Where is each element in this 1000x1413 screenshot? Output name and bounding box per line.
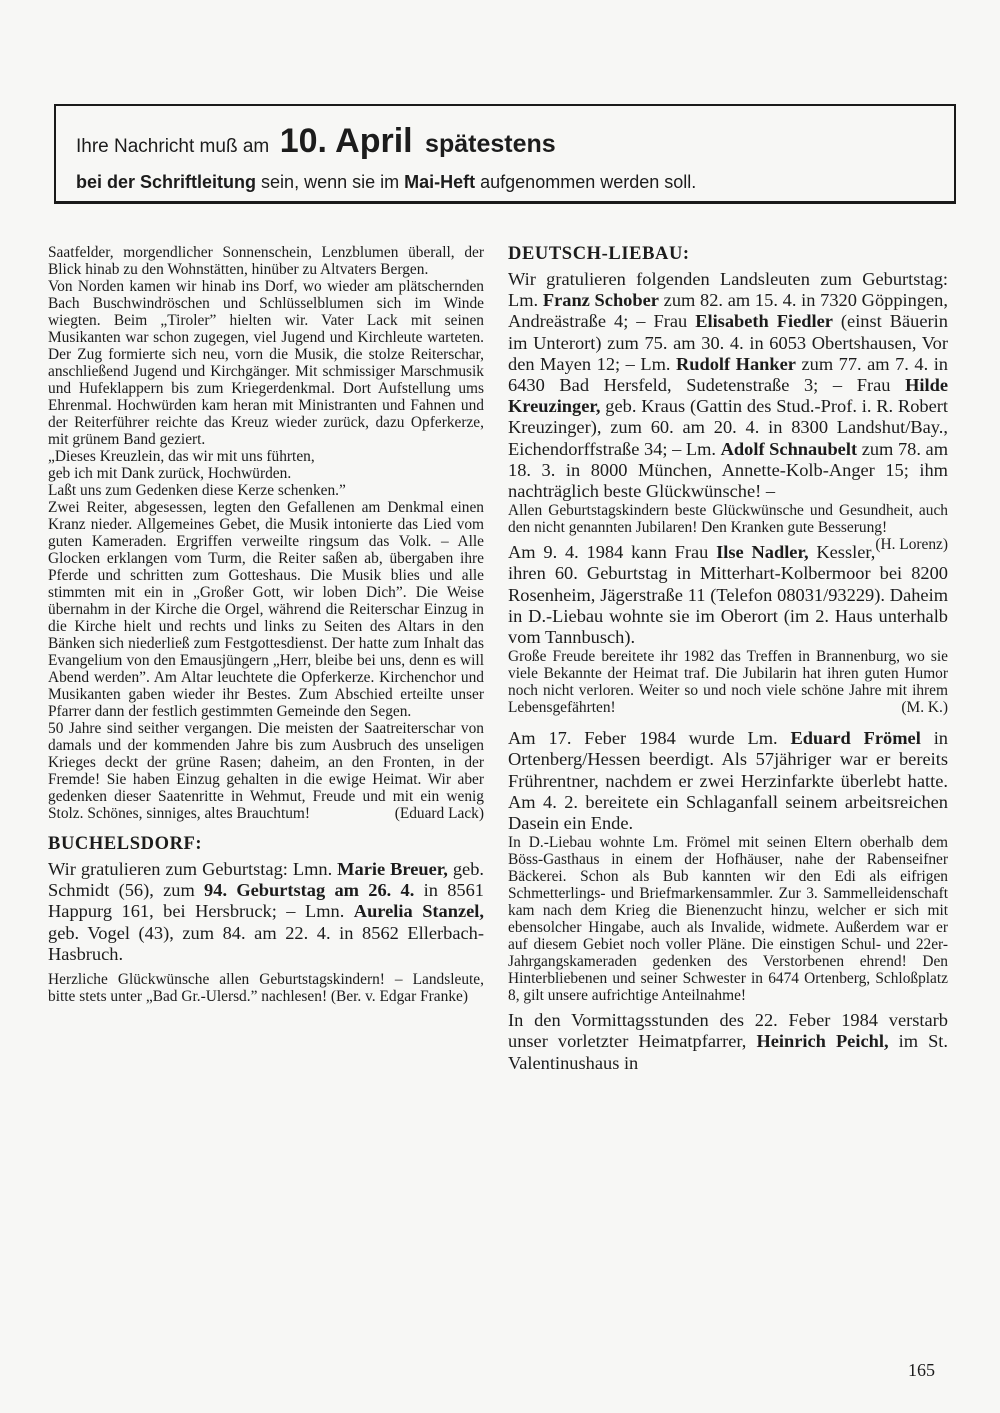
paragraph (508, 648, 948, 716)
text-run: zum 78. am 18. 3. in 8000 München, Annette-Kolb-Anger 15; ihm nachträglich beste Glückwünsche! – (508, 438, 949, 502)
text-run: Kessler, ihren 60. Geburtstag in Mitterhart-Kolbermoor bei 8200 Rosenheim, Jägerstraße 11 (Telefon 08031/93229). Daheim in D.-Liebau wohnte sie im Oberort (im 2. Haus unterhalb vom Tannbusch). (508, 542, 948, 648)
bold-run: 94. Geburtstag am 26. 4. (204, 880, 415, 901)
deadline-issue: Mai-Heft (404, 172, 476, 192)
text-run: zum 77. am 7. 4. in 6430 Bad Hersfeld, Sudetenstraße 3; – Frau (508, 353, 949, 396)
person-name: Hilde Kreuzinger, (508, 375, 948, 417)
person-name: Elisabeth Fiedler (695, 311, 833, 332)
text-run: Wir gratulieren folgenden Landsleuten zum Geburtstag: Lm. (508, 269, 948, 311)
deadline-text-d: aufgenommen werden soll. (480, 172, 697, 192)
author-signature: (Eduard Lack) (394, 805, 484, 822)
text-run: in Ortenberg/Hessen beerdigt. Als 57jähriger war er bereits Frührentner, nachdem er zwei Herzinfarkte überlebt hatte. Am 4. 2. bereitete ein Schlaganfall seinem arbeitsreichen Dasein ein Ende. (508, 728, 948, 834)
paragraph: Herzliche Glückwünsche allen Geburtstagskindern! – Landsleute, bitte stets unter „Bad Gr.-Ulersd.” nachlesen! (Ber. v. Edgar Franke) (48, 971, 484, 1006)
paragraph (508, 269, 948, 502)
poem-line: Laßt uns zum Gedenken diese Kerze schenken.” (48, 482, 346, 499)
deadline-editorial: bei der Schriftleitung (76, 172, 257, 192)
text-run: geb. Kraus (Gattin des Stud.-Prof. i. R. Robert Kreuzinger), zum 60. am 20. 4. in 8300 Landshut/Bay., Eichendorffstraße 34; – Lm. (508, 396, 948, 459)
paragraph-text: 50 Jahre sind seither vergangen. Die meisten der Saatreiterschar von damals und der kommenden Jahre bis zum Ausbruch des unseligen Krieges deckt der grüne Rasen; daheim, an den Fronten, in der Fremde! Sie haben Einzug gehalten in die ewige Heimat. Wir aber gedenken dieser Saatenritte in Wehmut, Freude und mit ein wenig Stolz. Schönes, sinniges, altes Brauchtum! (48, 720, 484, 822)
paragraph (508, 542, 948, 648)
text-run: (einst Bäuerin im Unterort) zum 75. am 30. 4. in 6053 Obertshausen, Vor den Mayen 12; – Lm. (508, 311, 948, 374)
section-heading-deutsch-liebau: DEUTSCH-LIEBAU: (508, 244, 690, 264)
text-run: geb. Vogel (43), zum 84. am 22. 4. in 8562 Ellerbach-Hasbruch. (48, 922, 484, 964)
text-run: In den Vormittagsstunden des 22. Feber 1984 verstarb unser vorletzter Heimatpfarrer, (508, 1010, 948, 1052)
person-name: Rudolf Hanker (676, 353, 796, 374)
paragraph: Saatfelder, morgendlicher Sonnenschein, Lenzblumen überall, der Blick hinab zu den Wohnstätten, hinüber zu Altvaters Bergen. (48, 244, 484, 278)
person-name: Marie Breuer, (337, 859, 448, 879)
paragraph (48, 859, 484, 965)
person-name: Ilse Nadler, (716, 542, 809, 563)
text-run: geb. Schmidt (56), zum (48, 859, 484, 901)
section-heading-buchelsdorf: BUCHELSDORF: (48, 834, 203, 854)
paragraph-text: Große Freude bereitete ihr 1982 das Treffen in Brannenburg, wo sie viele Bekannte der Heimat traf. Die Jubilarin hat ihren guten Humor noch nicht verloren. Weiter so und noch viele schöne Jahre mit ihrem Lebensgefährten! (508, 648, 948, 717)
paragraph-text: Allen Geburtstagskindern beste Glückwünsche und Gesundheit, auch den nicht genannten Jubilaren! Den Kranken gute Besserung! (508, 502, 948, 537)
text-run: zum 82. am 15. 4. in 7320 Göppingen, Andreästraße 4; – Frau (508, 290, 948, 332)
page-number: 165 (908, 1360, 935, 1380)
paragraph: Von Norden kamen wir hinab ins Dorf, wo wieder am plätschernden Bach Buschwindröschen und Schlüsselblumen sich im Winde wiegten. Beim „Tiroler” hielten wir. Vater Lack mit seinen Musikanten war schon zugegen, viel Jugend und Kirchleute warteten. Der Zug formierte sich neu, vorn die Musik, die stolze Reiterschar, anschließend Jugend und Kirchgänger. Mit schmissiger Marschmusik und Hufeklappern bis zum Kriegerdenkmal. Dort Aufstellung ums Ehrenmal. Hochwürden kam heran mit Ministranten und Fahnen und der Reiterführer reichte das Kreuz wieder zurück, dazu Opferkerze, mit grünem Band geziert. (48, 278, 484, 448)
author-signature: (M. K.) (901, 699, 948, 717)
deadline-date: 10. April (279, 122, 413, 160)
text-run: Am 9. 4. 1984 kann Frau (508, 542, 709, 563)
paragraph (508, 1010, 948, 1074)
paragraph (508, 728, 948, 834)
paragraph (48, 720, 484, 822)
left-column (48, 244, 484, 1005)
poem-line: „Dieses Kreuzlein, das wir mit uns führten, (48, 448, 315, 465)
text-run: in 8561 Happurg 161, bei Hersbruck; – Lmn. (48, 880, 484, 922)
deadline-line-1 (76, 122, 556, 161)
text-run: Wir gratulieren zum Geburtstag: Lmn. (48, 859, 333, 879)
deadline-late: spätestens (425, 130, 556, 158)
poem-line: geb ich mit Dank zurück, Hochwürden. (48, 465, 292, 482)
text-run: im St. Valentinushaus in (508, 1031, 948, 1073)
text-run: Am 17. Feber 1984 wurde Lm. (508, 728, 778, 749)
person-name: Franz Schober (542, 290, 659, 311)
deadline-notice-box (54, 104, 956, 204)
person-name: Aurelia Stanzel, (353, 901, 485, 922)
person-name: Heinrich Peichl, (756, 1031, 889, 1052)
author-signature: (H. Lorenz) (875, 536, 948, 554)
paragraph: Zwei Reiter, abgesessen, legten den Gefallenen am Denkmal einen Kranz nieder. Allgemeines Gebet, die Musik intonierte das Lied vom guten Kameraden. Ergriffen verweilte ringsum das Volk. – Alle Glocken erklangen vom Turm, die Reiter saßen ab, übergaben ihre Pferde und schritten zum Gotteshaus. Die Musik blies und alle stimmten mit ein in „Großer Gott, wir loben Dich”. Die Weise übernahm in der Kirche die Orgel, während die Reiterschar Einzug in die Kirche hielt und rechts und links zu Seiten des Altars in den Bänken sich niederließ zum Festgottesdienst. Der hatte zum Inhalt das Evangelium von den Emausjüngern „Herr, bleibe bei uns, denn es will Abend werden”. Am Altar leuchtete die Opferkerze. Kirchenchor und Musikanten gaben wieder ihr Bestes. Zum Abschied erteilte unser Pfarrer dann der festlich gestimmten Gemeinde den Segen. (48, 499, 484, 720)
paragraph: In D.-Liebau wohnte Lm. Frömel mit seinen Eltern oberhalb dem Böss-Gasthaus in einem der Hofhäuser, nahe der Rabenseifner Bäckerei. Schon als Bub kannten wir den Edi als eifrigen Schmetterlings- und Briefmarkensammler. Zur 3. Sammelleidenschaft kam nach dem Krieg die Bienenzucht hinzu, welcher er sich mit ebensolcher Hingabe, auch als Invalide, widmete. Außerdem war er auf diesem Gebiet noch voller Pläne. Die einstigen Schul- und 22er-Jahrgangskameraden gedenken des Verstorbenen ehrend! Den Hinterbliebenen und seiner Schwester in 6474 Ortenberg, Schloßplatz 8, gilt unsere aufrichtige Anteilnahme! (508, 834, 948, 1005)
deadline-text-b: sein, wenn sie im (261, 172, 400, 192)
person-name: Eduard Frömel (790, 728, 921, 749)
deadline-line-2 (76, 172, 696, 193)
right-column (508, 244, 948, 1074)
deadline-pre: Ihre Nachricht muß am (76, 136, 270, 157)
person-name: Adolf Schnaubelt (720, 438, 858, 459)
